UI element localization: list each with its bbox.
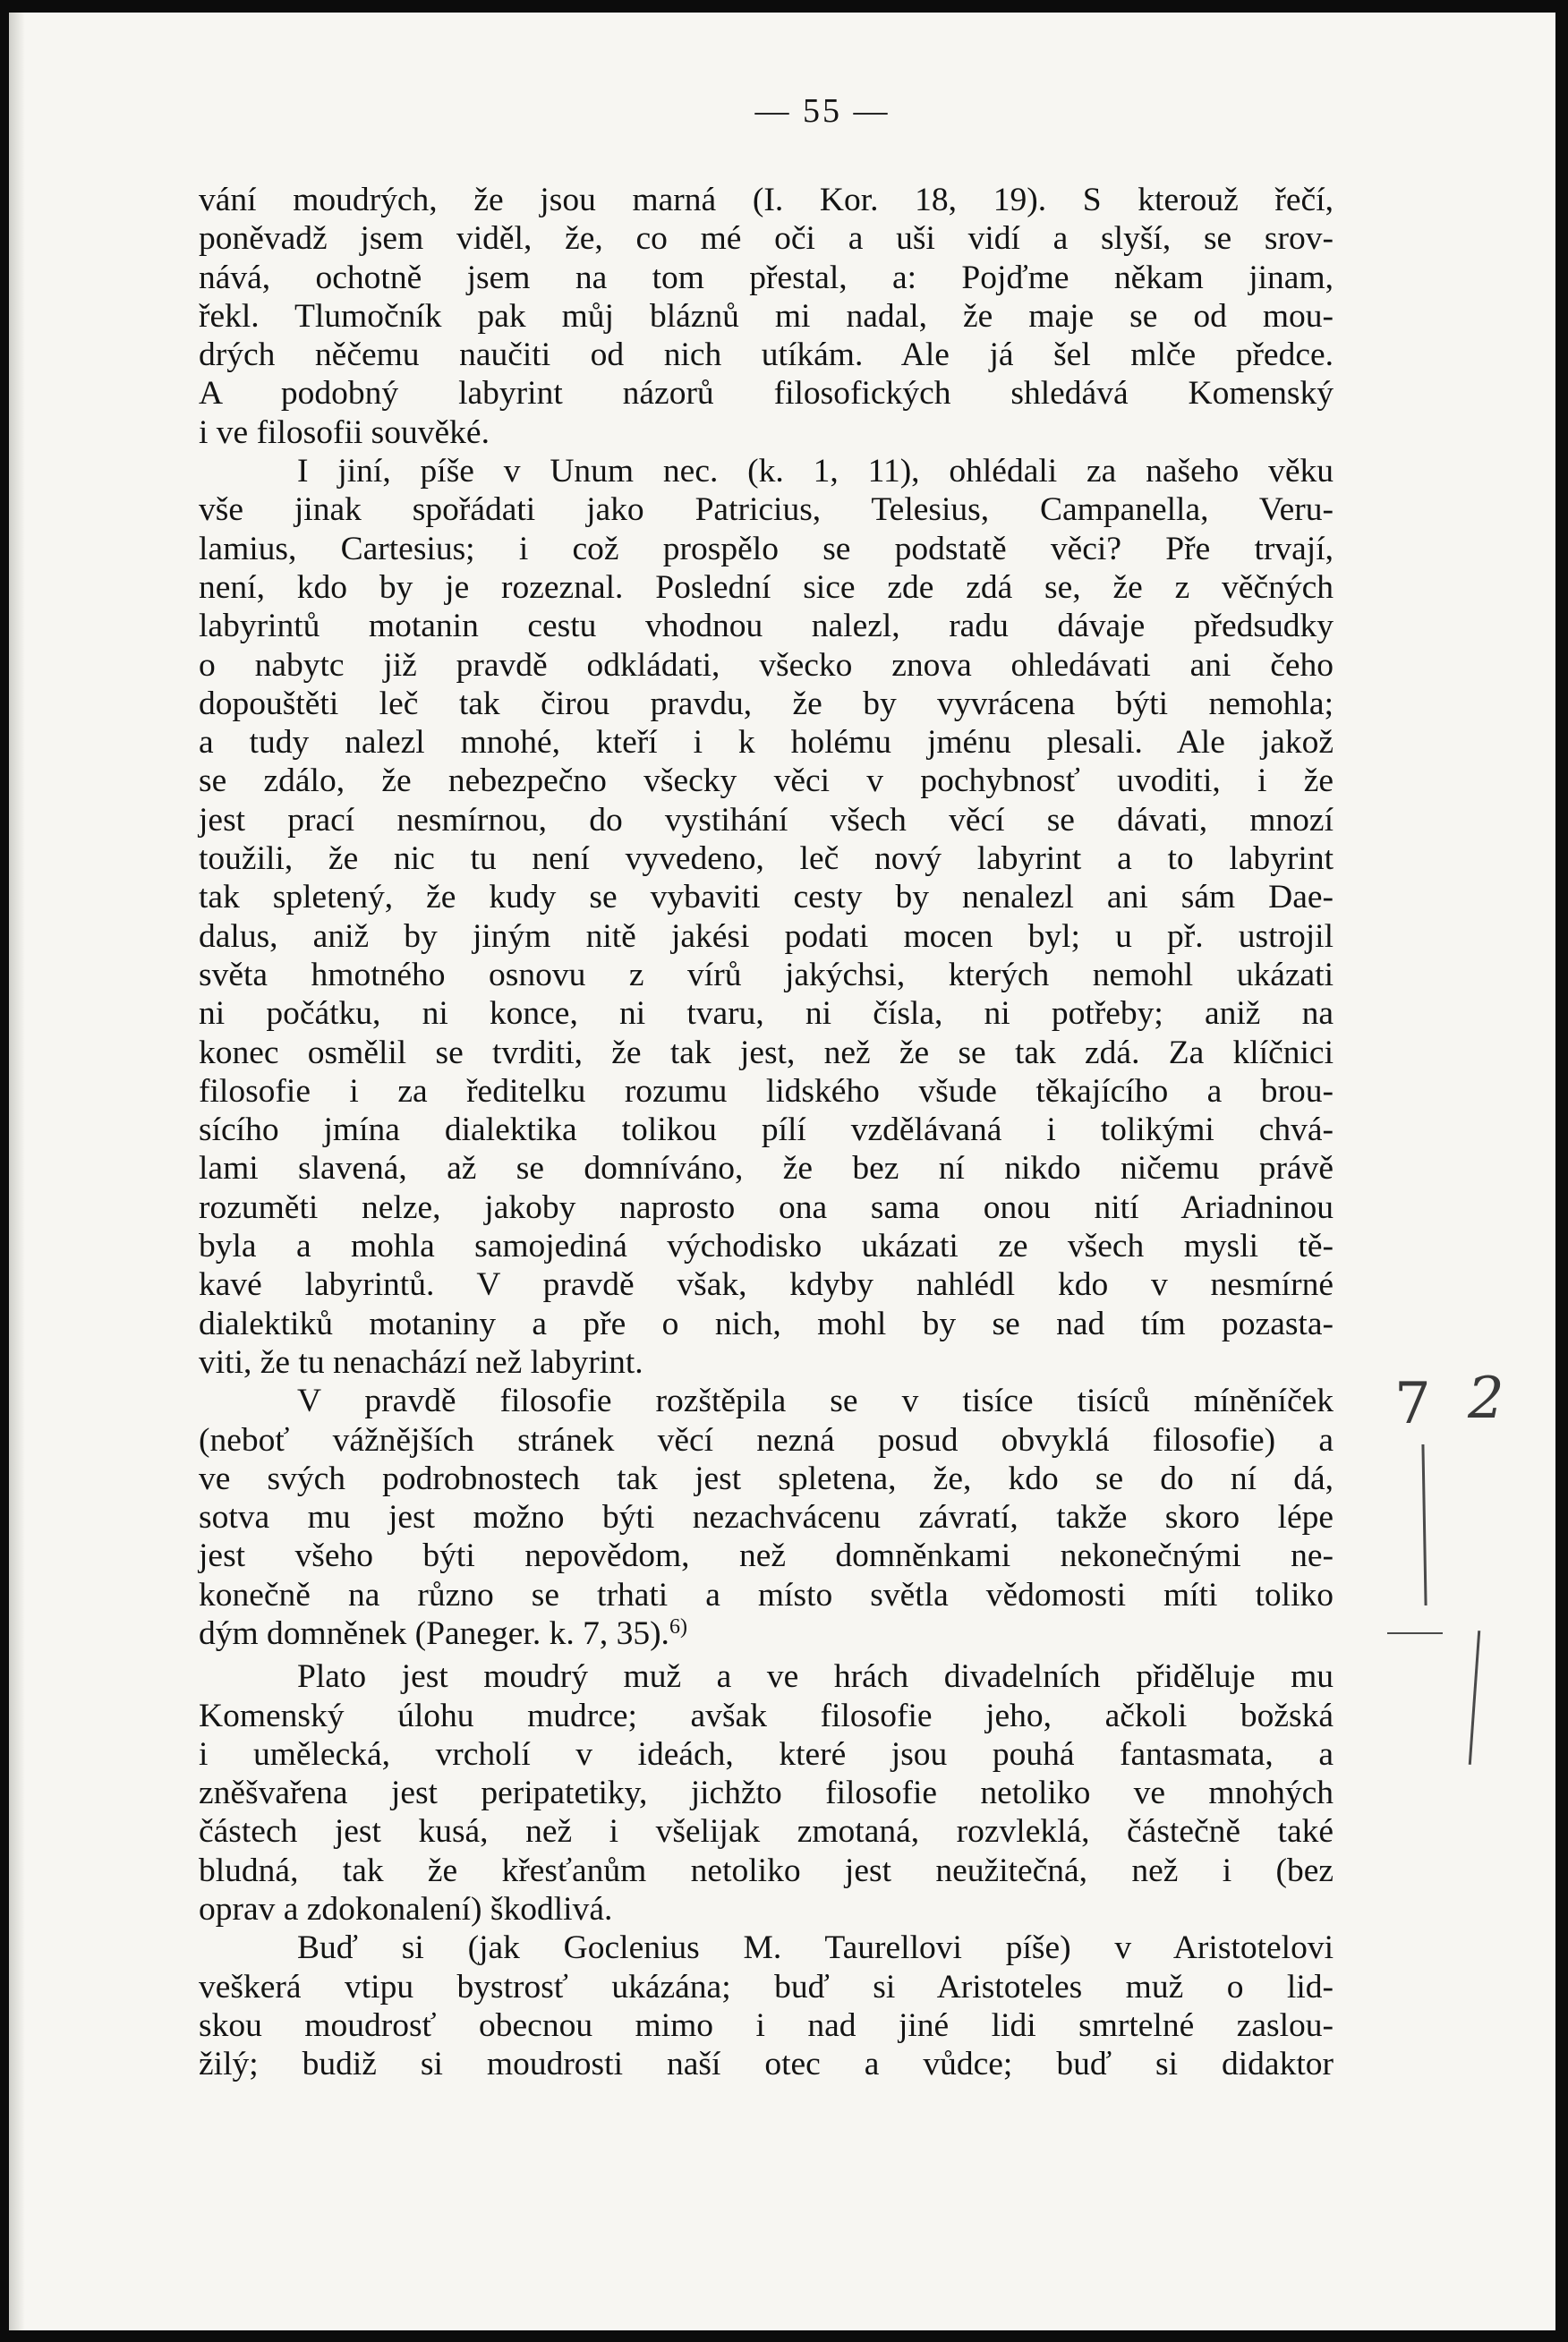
text-line: Komenský úlohu mudrce; avšak filosofie jeho, ačkoli božská (199, 1697, 1334, 1734)
text-line: lami slavená, až se domníváno, že bez ní nikdo ničemu právě (199, 1150, 1334, 1188)
text-line: dým domněnek (Paneger. k. 7, 35). (199, 1614, 669, 1652)
text-line: veškerá vtipu bystrosť ukázána; buď si Aristoteles muž o lid- (199, 1968, 1334, 2006)
body-text (199, 181, 1334, 2084)
text-line: V pravdě filosofie rozštěpila se v tisíce tisíců míněníček (297, 1383, 1334, 1420)
text-line: (neboť vážnějších stránek věcí nezná posud obvyklá filosofie) a (199, 1421, 1334, 1459)
text-line: A podobný labyrint názorů filosofických shledává Komenský (199, 375, 1334, 413)
text-line: filosofie i za ředitelku rozumu lidského všude těkajícího a brou- (199, 1072, 1334, 1110)
text-line: lamius, Cartesius; i což prospělo se podstatě věci? Pře trvají, (199, 530, 1334, 567)
text-line: byla a mohla samojediná východisko ukázati ze všech mysli tě- (199, 1228, 1334, 1265)
text-line: tak spletený, že kudy se vybaviti cesty by nenalezl ani sám Dae- (199, 879, 1334, 916)
text-line: rozuměti nelze, jakoby naprosto ona sama onou nití Ariadninou (199, 1188, 1334, 1226)
text-line: kavé labyrintů. V pravdě však, kdyby nahlédl kdo v nesmírné (199, 1266, 1334, 1304)
text-line: a tudy nalezl mnohé, kteří i k holému jménu plesali. Ale jakož (199, 724, 1334, 762)
text-line: oprav a zdokonalení) škodlivá. (199, 1891, 613, 1929)
margin-pencil-line (1469, 1631, 1480, 1765)
text-line: ve svých podrobnostech tak jest spletena, že, kdo se do ní dá, (199, 1460, 1334, 1497)
page-number: — 55 — (754, 92, 891, 130)
text-line: se zdálo, že nebezpečno všecky věci v pochybnosť uvoditi, i že (199, 762, 1334, 800)
text-line: zněšvařena jest peripatetiky, jichžto filosofie netoliko ve mnohých (199, 1775, 1334, 1812)
text-line: labyrintů motanin cestu vhodnou nalezl, radu dávaje předsudky (199, 608, 1334, 645)
text-line: skou moudrosť obecnou mimo i nad jiné lidi smrtelné zaslou- (199, 2006, 1334, 2044)
text-line: toužili, že nic tu není vyvedeno, leč nový labyrint a to labyrint (199, 840, 1334, 878)
text-line: nává, ochotně jsem na tom přestal, a: Pojďme někam jinam, (199, 259, 1334, 296)
text-line: dialektiků motaniny a pře o nich, mohl by se nad tím pozasta- (199, 1305, 1334, 1342)
text-line: jest všeho býti nepovědom, než domněnkami nekonečnými ne- (199, 1537, 1334, 1575)
text-line: poněvadž jsem viděl, že, co mé oči a uši vidí a slyší, se srov- (199, 220, 1334, 258)
margin-note-mark: 7 (1394, 1371, 1431, 1437)
margin-pencil-line (1421, 1444, 1427, 1605)
text-line: není, kdo by je rozeznal. Poslední sice zde zdá se, že z věčných (199, 568, 1334, 606)
text-line: dopouštěti leč tak čirou pravdu, že by vyvrácena býti nemohla; (199, 685, 1334, 722)
text-line: ni počátku, ni konce, ni tvaru, ni čísla, ni potřeby; aniž na (199, 995, 1334, 1033)
text-line: žilý; budiž si moudrosti naší otec a vůdce; buď si didaktor (199, 2046, 1334, 2083)
text-line: viti, že tu nenachází než labyrint. (199, 1343, 643, 1381)
text-line-with-footnote (199, 1614, 1334, 1657)
text-line: Buď si (jak Goclenius M. Taurellovi píše) v Aristotelovi (297, 1929, 1334, 1967)
text-line: konečně na různo se trhati a místo světla vědomosti míti toliko (199, 1576, 1334, 1614)
text-line: I jiní, píše v Unum nec. (k. 1, 11), ohlédali za našeho věku (297, 453, 1334, 490)
text-line: vání moudrých, že jsou marná (I. Kor. 18, 19). S kterouž řečí, (199, 182, 1334, 218)
text-line: drých něčemu naučiti od nich utíkám. Ale já šel mlče předce. (199, 336, 1334, 374)
text-line: o nabytc již pravdě odkládati, všecko znova ohledávati ani čeho (199, 646, 1334, 684)
text-line: sícího jmína dialektika tolikou pílí vzdělávaná i tolikými chvá- (199, 1111, 1334, 1149)
text-line: jest prací nesmírnou, do vystihání všech věcí se dávati, mnozí (199, 801, 1334, 839)
page-edge-shadow (9, 13, 25, 2330)
text-line: řekl. Tlumočník pak můj bláznů mi nadal, že maje se od mou- (199, 297, 1334, 335)
text-line: dalus, aniž by jiným nitě jakési podati mocen byl; u př. ustrojil (199, 917, 1334, 955)
text-line: částech jest kusá, než i všelijak zmotaná, rozvleklá, částečně také (199, 1813, 1334, 1851)
text-line: bludná, tak že křesťanům netoliko jest neužitečná, než i (bez (199, 1852, 1334, 1889)
text-line: sotva mu jest možno býti nezachvácenu závratí, takže skoro lépe (199, 1499, 1334, 1537)
text-line: vše jinak spořádati jako Patricius, Telesius, Campanella, Veru- (199, 491, 1334, 529)
book-page (9, 13, 1555, 2330)
footnote-marker: 6) (669, 1614, 687, 1639)
text-line: i umělecká, vrcholí v ideách, které jsou pouhá fantasmata, a (199, 1735, 1334, 1773)
text-line: i ve filosofii souvěké. (199, 413, 490, 451)
text-line: konec osmělil se tvrditi, že tak jest, než že se tak zdá. Za klíčnici (199, 1034, 1334, 1071)
margin-note-digit: 2 (1468, 1366, 1504, 1432)
text-line: světa hmotného osnovu z vírů jakýchsi, kterých nemohl ukázati (199, 956, 1334, 993)
margin-pencil-dash (1387, 1632, 1443, 1634)
text-line: Plato jest moudrý muž a ve hrách divadelních přiděluje mu (297, 1658, 1334, 1696)
